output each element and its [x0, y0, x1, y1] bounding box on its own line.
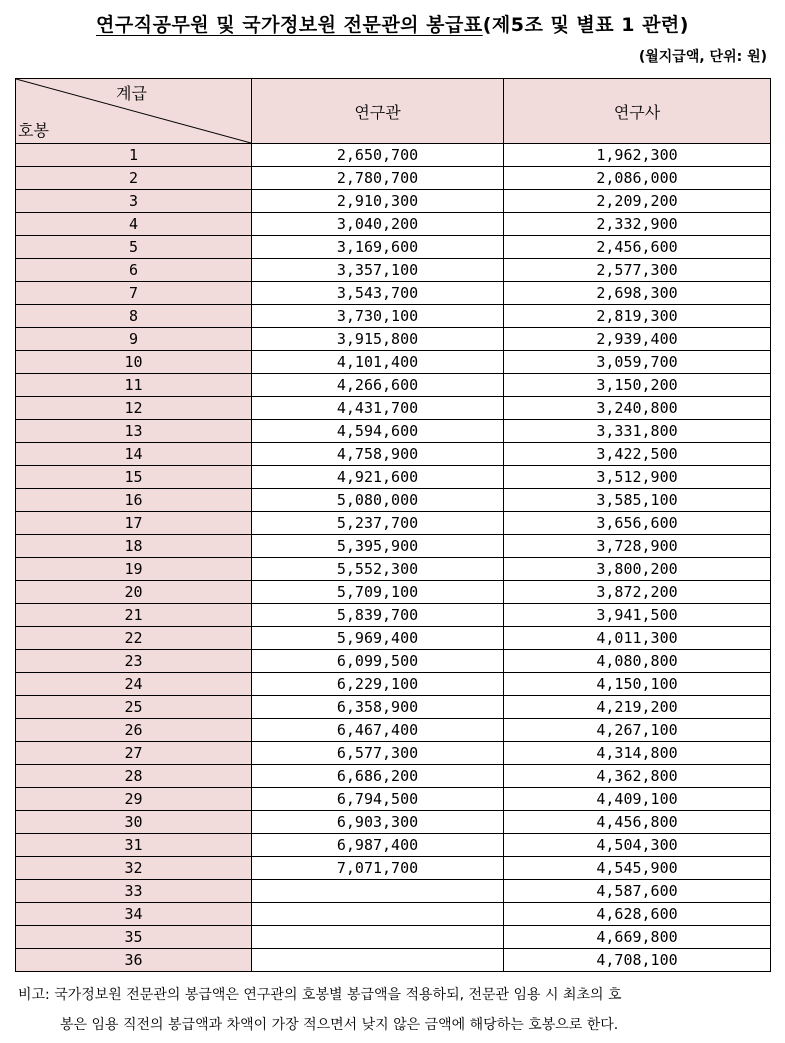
step-cell: 31 — [16, 834, 252, 857]
researcher-salary-cell: 6,467,400 — [252, 719, 504, 742]
step-cell: 6 — [16, 259, 252, 282]
table-row — [16, 190, 771, 213]
researcher-salary-cell: 4,921,600 — [252, 466, 504, 489]
researcher-salary-cell: 4,266,600 — [252, 374, 504, 397]
assistant-salary-cell: 3,872,200 — [504, 581, 771, 604]
researcher-salary-cell: 5,839,700 — [252, 604, 504, 627]
step-cell: 27 — [16, 742, 252, 765]
assistant-salary-cell: 3,512,900 — [504, 466, 771, 489]
assistant-salary-cell: 4,545,900 — [504, 857, 771, 880]
researcher-salary-cell: 4,594,600 — [252, 420, 504, 443]
column-header-assistant: 연구사 — [504, 79, 771, 144]
researcher-salary-cell: 6,987,400 — [252, 834, 504, 857]
step-cell: 9 — [16, 328, 252, 351]
table-row — [16, 834, 771, 857]
researcher-salary-cell: 7,071,700 — [252, 857, 504, 880]
remarks-line-1: 비고: 국가정보원 전문관의 봉급액은 연구관의 호봉별 봉급액을 적용하되, 전문관 임용 시 최초의 호 — [18, 987, 622, 1003]
table-row — [16, 443, 771, 466]
unit-note: (월지급액, 단위: 원) — [638, 49, 767, 65]
step-cell: 19 — [16, 558, 252, 581]
researcher-salary-cell: 6,229,100 — [252, 673, 504, 696]
step-label: 호봉 — [18, 121, 49, 140]
step-cell: 23 — [16, 650, 252, 673]
researcher-salary-cell: 3,543,700 — [252, 282, 504, 305]
assistant-salary-cell: 3,059,700 — [504, 351, 771, 374]
table-row — [16, 765, 771, 788]
assistant-salary-cell: 2,819,300 — [504, 305, 771, 328]
table-row — [16, 627, 771, 650]
step-cell: 26 — [16, 719, 252, 742]
step-cell: 35 — [16, 926, 252, 949]
table-row — [16, 305, 771, 328]
assistant-salary-cell: 4,362,800 — [504, 765, 771, 788]
assistant-salary-cell: 1,962,300 — [504, 144, 771, 167]
researcher-salary-cell: 5,080,000 — [252, 489, 504, 512]
researcher-salary-cell: 4,101,400 — [252, 351, 504, 374]
table-row — [16, 512, 771, 535]
step-cell: 2 — [16, 167, 252, 190]
step-cell: 13 — [16, 420, 252, 443]
table-row — [16, 949, 771, 972]
table-row — [16, 926, 771, 949]
researcher-salary-cell: 6,358,900 — [252, 696, 504, 719]
researcher-salary-cell: 3,357,100 — [252, 259, 504, 282]
table-row — [16, 880, 771, 903]
assistant-salary-cell: 4,587,600 — [504, 880, 771, 903]
assistant-salary-cell: 3,240,800 — [504, 397, 771, 420]
assistant-salary-cell: 2,209,200 — [504, 190, 771, 213]
table-body — [16, 144, 771, 972]
researcher-salary-cell — [252, 880, 504, 903]
step-cell: 12 — [16, 397, 252, 420]
table-row — [16, 604, 771, 627]
assistant-salary-cell: 3,656,600 — [504, 512, 771, 535]
researcher-salary-cell: 3,915,800 — [252, 328, 504, 351]
researcher-salary-cell: 6,903,300 — [252, 811, 504, 834]
table-row — [16, 213, 771, 236]
table-row — [16, 167, 771, 190]
remarks-line-2: 봉은 임용 직전의 봉급액과 차액이 가장 적으면서 낮지 않은 금액에 해당하는 호봉으로 한다. — [60, 1017, 619, 1033]
remarks — [18, 980, 768, 1040]
table-row — [16, 696, 771, 719]
researcher-salary-cell: 4,758,900 — [252, 443, 504, 466]
step-cell: 16 — [16, 489, 252, 512]
step-cell: 18 — [16, 535, 252, 558]
assistant-salary-cell: 3,150,200 — [504, 374, 771, 397]
assistant-salary-cell: 4,628,600 — [504, 903, 771, 926]
salary-table — [15, 78, 771, 972]
table-row — [16, 581, 771, 604]
researcher-salary-cell: 5,237,700 — [252, 512, 504, 535]
table-row — [16, 535, 771, 558]
step-cell: 34 — [16, 903, 252, 926]
table-row — [16, 558, 771, 581]
table-row — [16, 742, 771, 765]
step-cell: 33 — [16, 880, 252, 903]
title-suffix: (제5조 및 별표 1 관련) — [482, 14, 689, 36]
researcher-salary-cell: 3,730,100 — [252, 305, 504, 328]
diagonal-header-cell — [16, 79, 252, 144]
assistant-salary-cell: 2,332,900 — [504, 213, 771, 236]
table-row — [16, 788, 771, 811]
assistant-salary-cell: 4,219,200 — [504, 696, 771, 719]
assistant-salary-cell: 4,504,300 — [504, 834, 771, 857]
assistant-salary-cell: 3,800,200 — [504, 558, 771, 581]
table-row — [16, 903, 771, 926]
assistant-salary-cell: 3,941,500 — [504, 604, 771, 627]
researcher-salary-cell: 6,794,500 — [252, 788, 504, 811]
step-cell: 7 — [16, 282, 252, 305]
step-cell: 5 — [16, 236, 252, 259]
table-row — [16, 466, 771, 489]
step-cell: 4 — [16, 213, 252, 236]
researcher-salary-cell — [252, 926, 504, 949]
researcher-salary-cell: 2,780,700 — [252, 167, 504, 190]
table-row — [16, 811, 771, 834]
step-cell: 30 — [16, 811, 252, 834]
step-cell: 10 — [16, 351, 252, 374]
step-cell: 20 — [16, 581, 252, 604]
table-header-row — [16, 79, 771, 144]
assistant-salary-cell: 4,409,100 — [504, 788, 771, 811]
researcher-salary-cell: 2,650,700 — [252, 144, 504, 167]
assistant-salary-cell: 3,585,100 — [504, 489, 771, 512]
researcher-salary-cell: 5,552,300 — [252, 558, 504, 581]
researcher-salary-cell: 6,099,500 — [252, 650, 504, 673]
assistant-salary-cell: 4,150,100 — [504, 673, 771, 696]
assistant-salary-cell: 2,577,300 — [504, 259, 771, 282]
assistant-salary-cell: 4,080,800 — [504, 650, 771, 673]
step-cell: 21 — [16, 604, 252, 627]
table-row — [16, 282, 771, 305]
document-title — [0, 10, 785, 37]
assistant-salary-cell: 4,456,800 — [504, 811, 771, 834]
table-row — [16, 673, 771, 696]
assistant-salary-cell: 3,331,800 — [504, 420, 771, 443]
table-row — [16, 328, 771, 351]
step-cell: 25 — [16, 696, 252, 719]
grade-label: 계급 — [116, 84, 147, 103]
researcher-salary-cell: 3,169,600 — [252, 236, 504, 259]
table-row — [16, 420, 771, 443]
assistant-salary-cell: 2,939,400 — [504, 328, 771, 351]
researcher-salary-cell: 5,395,900 — [252, 535, 504, 558]
assistant-salary-cell: 4,314,800 — [504, 742, 771, 765]
step-cell: 3 — [16, 190, 252, 213]
researcher-salary-cell — [252, 903, 504, 926]
researcher-salary-cell: 3,040,200 — [252, 213, 504, 236]
step-cell: 17 — [16, 512, 252, 535]
column-header-researcher: 연구관 — [252, 79, 504, 144]
table-row — [16, 144, 771, 167]
table-row — [16, 719, 771, 742]
step-cell: 32 — [16, 857, 252, 880]
table-row — [16, 351, 771, 374]
table-row — [16, 650, 771, 673]
step-cell: 28 — [16, 765, 252, 788]
assistant-salary-cell: 2,086,000 — [504, 167, 771, 190]
assistant-salary-cell: 4,669,800 — [504, 926, 771, 949]
assistant-salary-cell: 4,011,300 — [504, 627, 771, 650]
assistant-salary-cell: 2,698,300 — [504, 282, 771, 305]
assistant-salary-cell: 4,708,100 — [504, 949, 771, 972]
researcher-salary-cell: 6,686,200 — [252, 765, 504, 788]
researcher-salary-cell: 6,577,300 — [252, 742, 504, 765]
table-row — [16, 259, 771, 282]
step-cell: 14 — [16, 443, 252, 466]
table-row — [16, 857, 771, 880]
table-row — [16, 374, 771, 397]
step-cell: 11 — [16, 374, 252, 397]
title-main: 연구직공무원 및 국가정보원 전문관의 봉급표 — [96, 14, 483, 36]
researcher-salary-cell: 5,709,100 — [252, 581, 504, 604]
assistant-salary-cell: 2,456,600 — [504, 236, 771, 259]
step-cell: 22 — [16, 627, 252, 650]
step-cell: 29 — [16, 788, 252, 811]
step-cell: 8 — [16, 305, 252, 328]
researcher-salary-cell: 2,910,300 — [252, 190, 504, 213]
table-row — [16, 236, 771, 259]
assistant-salary-cell: 3,728,900 — [504, 535, 771, 558]
table-row — [16, 397, 771, 420]
researcher-salary-cell: 5,969,400 — [252, 627, 504, 650]
step-cell: 36 — [16, 949, 252, 972]
researcher-salary-cell: 4,431,700 — [252, 397, 504, 420]
step-cell: 24 — [16, 673, 252, 696]
assistant-salary-cell: 3,422,500 — [504, 443, 771, 466]
researcher-salary-cell — [252, 949, 504, 972]
assistant-salary-cell: 4,267,100 — [504, 719, 771, 742]
step-cell: 15 — [16, 466, 252, 489]
table-row — [16, 489, 771, 512]
step-cell: 1 — [16, 144, 252, 167]
